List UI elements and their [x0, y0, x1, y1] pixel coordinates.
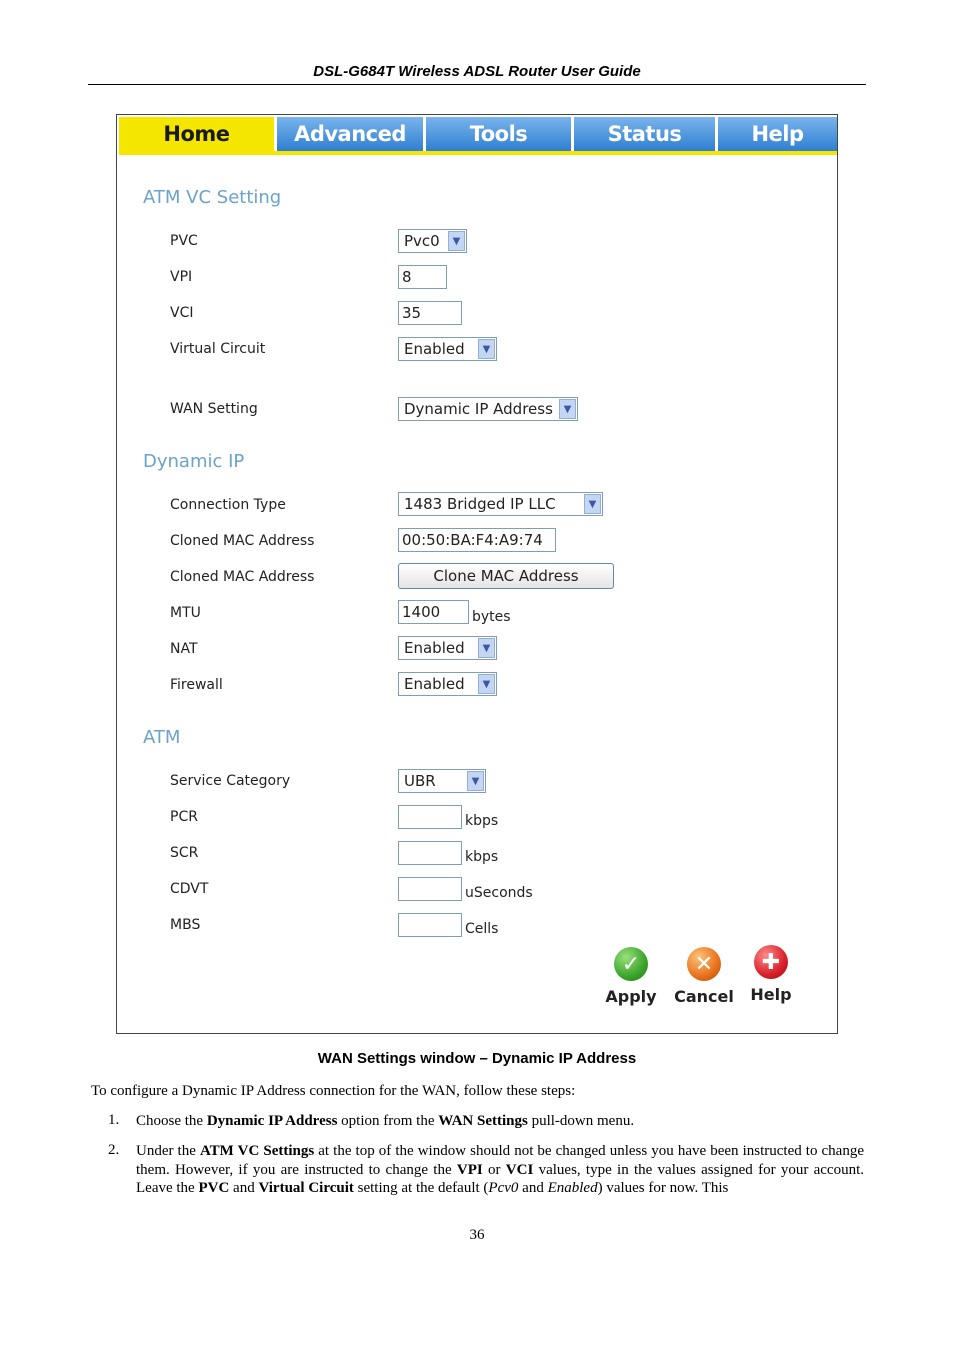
virtual-circuit-select[interactable]	[398, 337, 497, 361]
section-title-dynamic-ip: Dynamic IP	[143, 451, 245, 472]
cdvt-unit: uSeconds	[465, 885, 533, 901]
check-icon: ✓	[614, 947, 648, 981]
pvc-label: PVC	[170, 233, 198, 249]
scr-unit: kbps	[465, 849, 499, 865]
vpi-input[interactable]: 8	[398, 265, 447, 289]
cdvt-input[interactable]	[398, 877, 462, 901]
tab-tools[interactable]: Tools	[426, 117, 571, 151]
chevron-down-icon: ▼	[478, 339, 495, 359]
connection-type-label: Connection Type	[170, 497, 286, 513]
connection-type-value: 1483 Bridged IP LLC	[404, 495, 556, 513]
apply-button[interactable]	[601, 947, 661, 1006]
virtual-circuit-label: Virtual Circuit	[170, 341, 266, 357]
cancel-button[interactable]	[674, 947, 734, 1006]
document-header: DSL-G684T Wireless ADSL Router User Guide	[313, 63, 641, 80]
section-title-atm-vc: ATM VC Setting	[143, 187, 282, 208]
chevron-down-icon: ▼	[467, 771, 484, 791]
service-category-label: Service Category	[170, 773, 291, 789]
virtual-circuit-value: Enabled	[404, 340, 465, 358]
x-icon: ✕	[687, 947, 721, 981]
apply-label: Apply	[605, 987, 657, 1006]
scr-label: SCR	[170, 845, 199, 861]
step-1-text: Choose the Dynamic IP Address option from the WAN Settings pull-down menu.	[136, 1113, 635, 1129]
mtu-label: MTU	[170, 605, 201, 621]
plus-icon: ✚	[754, 945, 788, 979]
section-title-atm: ATM	[143, 727, 181, 748]
mbs-label: MBS	[170, 917, 201, 933]
figure-caption: WAN Settings window – Dynamic IP Address	[317, 1050, 637, 1067]
chevron-down-icon: ▼	[559, 399, 576, 419]
step-2-text: Under the ATM VC Settings at the top of the window should not be changed unless you have been instructed to change them. However, if you are instructed to change the VPI or VCI values, type in the values assigned for your account. Leave the PVC and Virtual Circuit setting at the default (Pcv0 and Enabled) values for now. This	[136, 1143, 864, 1196]
cancel-label: Cancel	[674, 987, 734, 1006]
header-rule	[88, 84, 866, 85]
help-button[interactable]	[741, 945, 801, 1004]
mtu-input[interactable]: 1400	[398, 600, 469, 624]
nat-select[interactable]	[398, 636, 497, 660]
chevron-down-icon: ▼	[478, 638, 495, 658]
tab-help[interactable]: Help	[718, 117, 837, 151]
firewall-select[interactable]	[398, 672, 497, 696]
service-category-value: UBR	[404, 772, 436, 790]
clone-mac-button[interactable]: Clone MAC Address	[398, 563, 614, 589]
mbs-input[interactable]	[398, 913, 462, 937]
vci-input[interactable]: 35	[398, 301, 462, 325]
nat-value: Enabled	[404, 639, 465, 657]
connection-type-select[interactable]	[398, 492, 603, 516]
firewall-value: Enabled	[404, 675, 465, 693]
pvc-value: Pvc0	[404, 232, 440, 250]
service-category-select[interactable]	[398, 769, 486, 793]
chevron-down-icon: ▼	[448, 231, 465, 251]
cloned-mac-label: Cloned MAC Address	[170, 533, 315, 549]
wan-setting-select[interactable]	[398, 397, 578, 421]
tab-bar	[119, 117, 837, 155]
vpi-label: VPI	[170, 269, 193, 285]
firewall-label: Firewall	[170, 677, 223, 693]
pvc-select[interactable]	[398, 229, 467, 253]
pcr-label: PCR	[170, 809, 198, 825]
chevron-down-icon: ▼	[478, 674, 495, 694]
pcr-input[interactable]	[398, 805, 462, 829]
mtu-unit: bytes	[472, 609, 511, 625]
step-1-number: 1.	[108, 1112, 120, 1128]
pcr-unit: kbps	[465, 813, 499, 829]
tab-underline	[119, 151, 837, 155]
nat-label: NAT	[170, 641, 198, 657]
tab-home[interactable]: Home	[119, 117, 274, 151]
tab-status[interactable]: Status	[574, 117, 715, 151]
tab-advanced[interactable]: Advanced	[277, 117, 423, 151]
clone-mac-button-label: Cloned MAC Address	[170, 569, 315, 585]
vci-label: VCI	[170, 305, 194, 321]
router-ui-screenshot	[116, 114, 838, 1034]
chevron-down-icon: ▼	[584, 494, 601, 514]
cloned-mac-input[interactable]: 00:50:BA:F4:A9:74	[398, 528, 556, 552]
intro-paragraph: To configure a Dynamic IP Address connection for the WAN, follow these steps:	[91, 1083, 576, 1099]
wan-setting-value: Dynamic IP Address	[404, 400, 553, 418]
cdvt-label: CDVT	[170, 881, 209, 897]
step-2-number: 2.	[108, 1142, 120, 1158]
wan-setting-label: WAN Setting	[170, 401, 258, 417]
page-number: 36	[469, 1227, 485, 1243]
scr-input[interactable]	[398, 841, 462, 865]
help-label: Help	[750, 985, 792, 1004]
mbs-unit: Cells	[465, 921, 499, 937]
